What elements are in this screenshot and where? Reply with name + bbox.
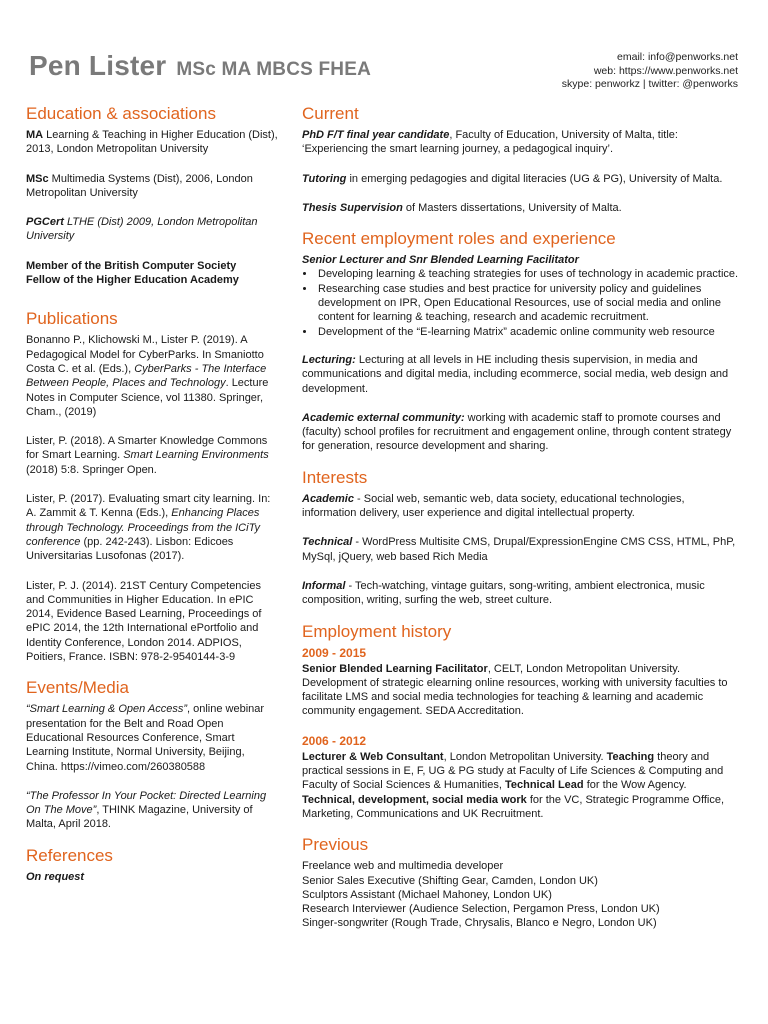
community-paragraph (302, 411, 742, 454)
job-highlight: Teaching (606, 750, 655, 763)
person-name: Pen Lister (29, 50, 167, 81)
current-heading: Current (302, 104, 359, 123)
interest-informal (302, 579, 742, 608)
event-title: “Smart Learning & Open Access” (26, 703, 187, 716)
references-text (26, 870, 278, 884)
previous-heading: Previous (302, 835, 369, 855)
publication-title: Smart Learning Environments (123, 449, 269, 462)
publication-text: Lister, P. (2017). Evaluating smart city learning. In: A. Zammit & T. Kenna (Eds.), (26, 493, 271, 520)
publication-item: Lister, P. J. (2014). 21ST Century Competencies and Communities in Higher Education. In ePIC 2014, Evidence Based Learning, Proceedings of ePIC 2014, the 12th International ePortfolio and Identity Conference, London 2014. ADPIOS, Poitiers, France. ISBN: 978-2-9540144-3-9 (26, 579, 262, 664)
membership-bcs (26, 259, 278, 273)
job-highlight: Technical Lead (504, 779, 584, 792)
qualifications: MSc MA MBCS FHEA (176, 59, 371, 80)
publication-text: Bonanno P., Klichowski M., Lister P. (2019). A Pedagogical Model for CyberParks. In Smaniotto Costa C. et al. (Eds.), (26, 334, 264, 375)
job-years: 2009 - 2015 (302, 645, 367, 660)
education-msc (26, 172, 278, 201)
job-description (302, 662, 742, 719)
job-description (302, 750, 742, 821)
community-detail: working with academic staff to promote courses and (faculty) school profiles for recruitment and engagement online, through content strategy for generation, resource development and sharing. (302, 411, 732, 453)
references-value: On request (26, 870, 85, 883)
publications-heading: Publications (26, 309, 118, 329)
previous-item: Research Interviewer (Audience Selection, Pergamon Press, London UK) (302, 903, 660, 916)
pgcert-degree: PGCert (26, 216, 64, 229)
job-highlight: Technical, development, social media work (302, 793, 527, 806)
pgcert-detail: LTHE (Dist) 2009, London Metropolitan University (26, 216, 258, 243)
events-heading: Events/Media (26, 678, 129, 698)
job-detail: for the VC, Strategic Programme Office, Marketing, Communications and UK Recruitment. (302, 793, 725, 820)
role-bullet: • Development of the “E-learning Matrix” academic online community web resource (316, 325, 742, 339)
interest-academic (302, 492, 742, 521)
publication-title: CyberParks - The Interface Between People, Places and Technology (26, 362, 267, 390)
thesis-detail: of Masters dissertations, University of Malta. (402, 201, 622, 214)
membership-hea (26, 273, 278, 287)
current-tutoring (302, 172, 742, 186)
references-section (26, 846, 278, 884)
event-item (26, 702, 278, 773)
thesis-label: Thesis Supervision (302, 201, 403, 214)
publication-item (26, 333, 278, 419)
right-column (302, 104, 742, 931)
lecturing-label: Lecturing: (302, 353, 356, 366)
lecturing-detail: Lecturing at all levels in HE including thesis supervision, in media and communications and digital media, including ecommerce, social media, web design and development. (302, 353, 729, 395)
event-item (26, 789, 278, 832)
publication-title: Enhancing Places through Technology. Proceedings from the ICiTy conference (26, 507, 260, 548)
publication-item (26, 492, 278, 563)
membership-bcs-text: Member of the British Computer Society (26, 259, 237, 272)
informal-label: Informal (302, 579, 346, 592)
education-pgcert (26, 215, 278, 244)
phd-detail: , Faculty of Education, University of Malta, title: ‘Experiencing the smart learning journey, a pedagogical inquiry’. (302, 129, 678, 156)
previous-item: Senior Sales Executive (Shifting Gear, Camden, London UK) (302, 874, 598, 887)
ma-degree: MA (26, 129, 44, 141)
events-section (26, 678, 278, 831)
role-bullet: • Researching case studies and best practice for university policy and guidelines development on IPR, Open Educational Resources, use of social media and online content for learning & teaching, research and academic recruitment. (316, 282, 742, 325)
previous-section (302, 835, 742, 930)
job-detail: , CELT, London Metropolitan University. Development of strategic elearning online resources, working with university faculties to facilitate LMS and social media technologies for teaching & learning and academic community engagement. SEDA Accreditation. (302, 662, 728, 718)
event-text: , online webinar presentation for the Belt and Road Open Educational Resources Conference, Smart Learning Institute, Normal University, Beijing, China. https://vimeo.com/260380588 (26, 703, 265, 773)
technical-label: Technical (302, 536, 353, 549)
left-column (26, 104, 278, 884)
ma-detail: Learning & Teaching in Higher Education (Dist), 2013, London Metropolitan University (26, 129, 278, 156)
contact-social: skype: penworkz | twitter: @penworks (561, 78, 738, 90)
employment-history-heading: Employment history (302, 621, 452, 641)
publication-text: (2018) 5:8. Springer Open. (26, 463, 157, 476)
msc-degree: MSc (26, 172, 49, 185)
education-ma (26, 128, 278, 157)
job-detail: for the Wow Agency. (583, 779, 687, 792)
current-phd (302, 128, 742, 157)
references-heading: References (26, 845, 113, 865)
contact-email[interactable]: email: info@penworks.net (617, 51, 738, 63)
job-title: Senior Blended Learning Facilitator (302, 662, 488, 675)
technical-detail: - WordPress Multisite CMS, Drupal/ExpressionEngine CMS CSS, HTML, PhP, MySql, jQuery, web based Rich Media (302, 536, 736, 563)
interest-technical (302, 535, 742, 564)
event-text: , THINK Magazine, University of Malta, April 2018. (26, 804, 253, 831)
community-label: Academic external community: (302, 411, 465, 424)
publication-item (26, 434, 278, 477)
employment-history-section (302, 622, 742, 822)
publication-text: (pp. 242-243). Lisbon: Edicoes Universitarias Lusofonas (2017). (26, 535, 234, 563)
employment-roles-heading: Recent employment roles and experience (302, 229, 616, 249)
lecturing-paragraph (302, 353, 742, 396)
role-bullet-list (302, 267, 742, 338)
publications-section (26, 309, 278, 664)
phd-label: PhD F/T final year candidate (302, 129, 450, 141)
education-section (26, 104, 278, 287)
job-title: Lecturer & Web Consultant (302, 750, 444, 763)
role-title (302, 253, 742, 267)
current-thesis (302, 201, 742, 215)
cv-header-name (29, 50, 371, 82)
current-section (302, 104, 742, 215)
academic-detail: - Social web, semantic web, data society, educational technologies, information delivery, user experience and digital intellectual property. (302, 492, 685, 520)
employment-roles-section (302, 229, 742, 454)
job-detail: theory and practical sessions in E, F, UG & PG study at Faculty of Life Sciences & Computing and Faculty of Social Sciences & Humanities, (302, 750, 724, 792)
informal-detail: - Tech-watching, vintage guitars, song-writing, ambient electronica, music composition, writing, surfing the web, street culture. (302, 579, 705, 607)
interests-heading: Interests (302, 467, 368, 487)
tutoring-label: Tutoring (302, 172, 347, 185)
job-years: 2006 - 2012 (302, 733, 367, 748)
role-title-text: Senior Lecturer and Snr Blended Learning Facilitator (302, 254, 579, 267)
education-heading: Education & associations (26, 104, 216, 123)
event-title: “The Professor In Your Pocket: Directed Learning On The Move” (26, 789, 267, 817)
publication-text: Lister, P. (2018). A Smarter Knowledge Commons for Smart Learning. (26, 435, 268, 462)
previous-item: Singer-songwriter (Rough Trade, Chrysalis, Blanco e Negro, London UK) (302, 917, 657, 930)
publication-text: . Lecture Notes in Computer Science, vol 11380. Springer, Cham., (2019) (26, 377, 269, 418)
role-bullet: • Developing learning & teaching strategies for uses of technology in academic practice. (316, 267, 742, 281)
previous-item: Freelance web and multimedia developer (302, 860, 504, 873)
previous-item: Sculptors Assistant (Michael Mahoney, London UK) (302, 888, 552, 901)
membership-hea-text: Fellow of the Higher Education Academy (26, 274, 239, 287)
msc-detail: Multimedia Systems (Dist), 2006, London Metropolitan University (26, 172, 253, 199)
interests-section (302, 468, 742, 608)
job-detail: , London Metropolitan University. (443, 750, 607, 763)
contact-block (562, 51, 738, 92)
academic-label: Academic (302, 492, 354, 505)
tutoring-detail: in emerging pedagogies and digital literacies (UG & PG), University of Malta. (346, 172, 723, 185)
contact-web[interactable]: web: https://www.penworks.net (593, 64, 738, 77)
